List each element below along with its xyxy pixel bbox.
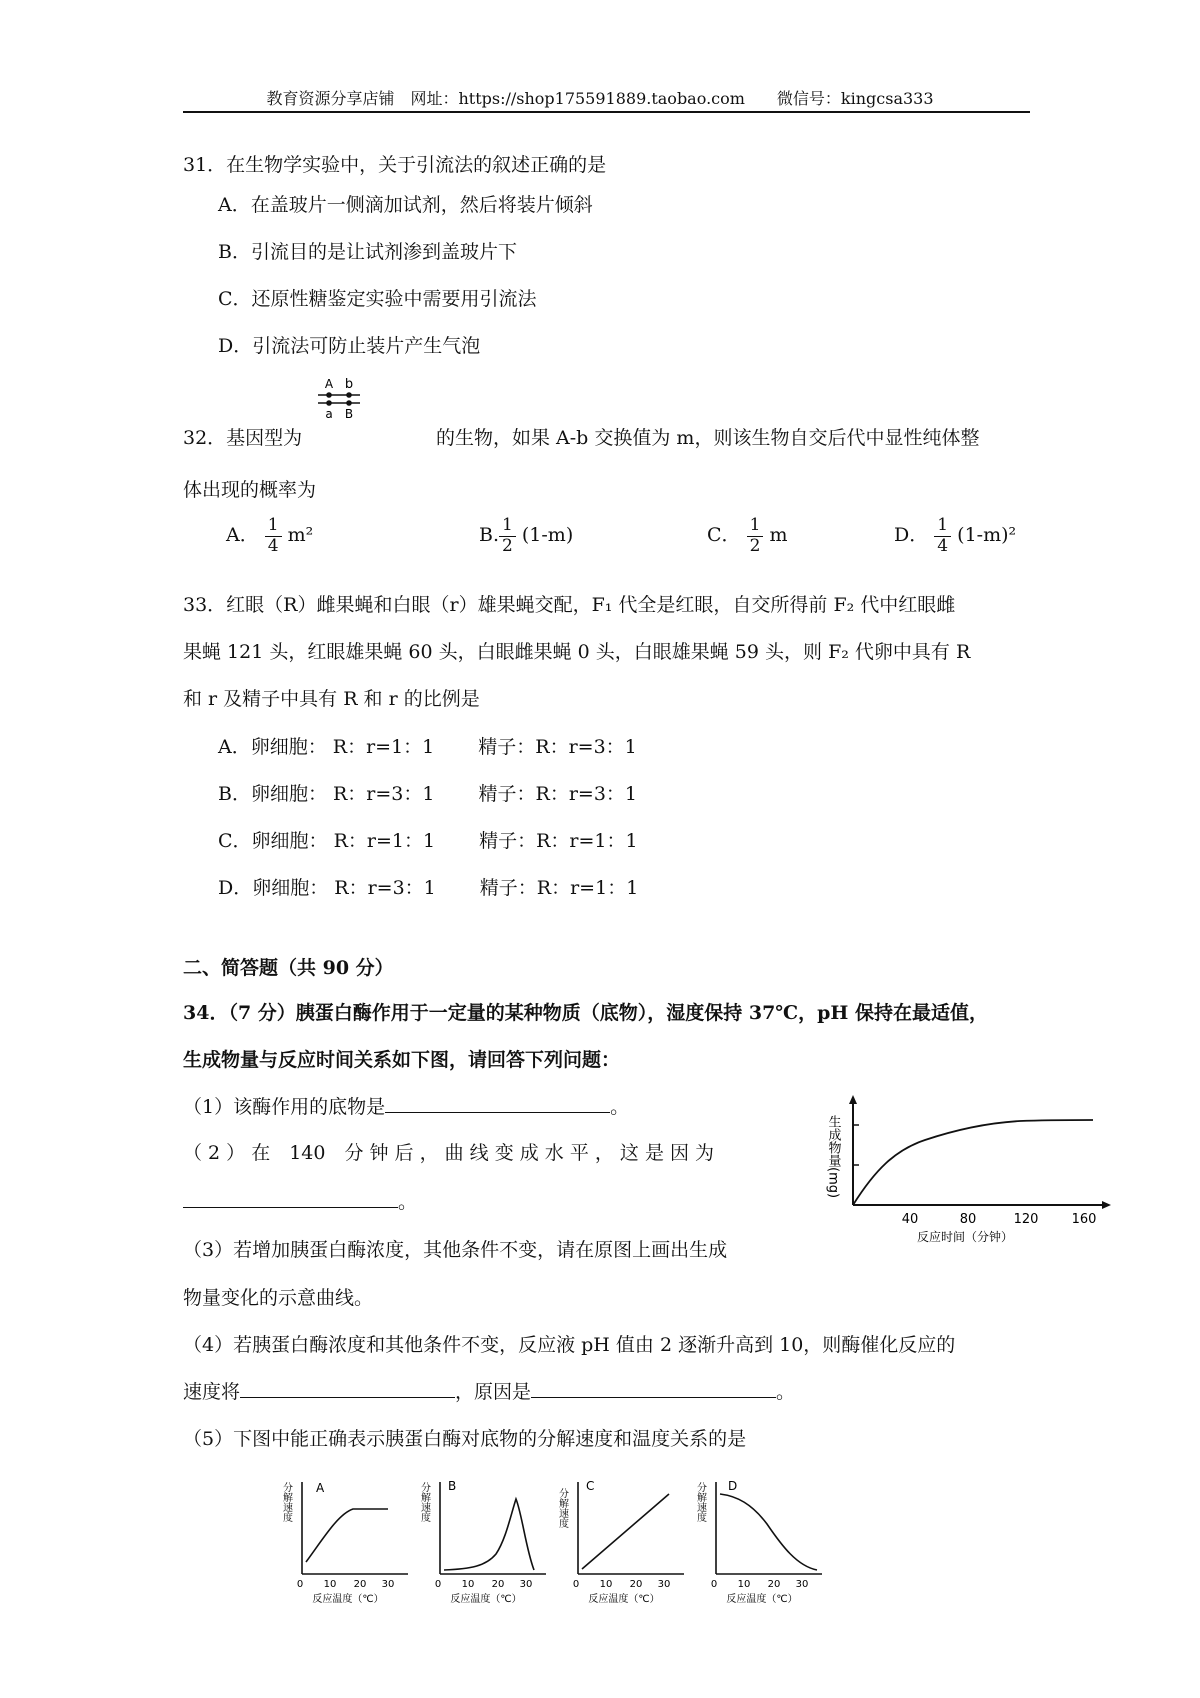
q34-part-4-b: 速度将 ，原因是 。 (183, 1381, 796, 1403)
q34-part-2: （ 2 ） 在 140 分 钟 后 ， 曲 线 变 成 水 平 ， 这 是 因 为 (183, 1142, 715, 1164)
q31-option-b: B．引流目的是让试剂渗到盖玻片下 (218, 241, 517, 263)
q33-option-c: C．卵细胞： R：r=1：1 精子：R：r=1：1 (218, 830, 638, 852)
main-graph-xtick-4: 160 (1071, 1212, 1097, 1227)
graph-d-xtick-0: 0 (710, 1579, 718, 1590)
graph-d-label: D (728, 1479, 738, 1493)
q32-option-a: A． $\frac{1}{4}$ m² (226, 515, 314, 556)
main-graph-xtick-1: 40 (901, 1212, 919, 1227)
q33-option-a: A．卵细胞： R：r=1：1 精子：R：r=3：1 (218, 736, 637, 758)
graph-c-xtick-0: 0 (572, 1579, 580, 1590)
temperature-graphs (278, 1474, 848, 1609)
section-2-title: 二、简答题（共 90 分） (183, 957, 394, 979)
graph-b-label: B (448, 1479, 457, 1493)
graph-c (557, 1479, 685, 1605)
graph-c-ylabel: 分解速度 (556, 1488, 568, 1528)
q32-stem-start: 32．基因型为 (183, 427, 303, 449)
q34-line-1: 34．（7 分）胰蛋白酶作用于一定量的某种物质（底物），湿度保持 37℃，pH 保持在最适值， (183, 1002, 988, 1024)
q31-option-c: C．还原性糖鉴定实验中需要用引流法 (218, 288, 537, 310)
graph-d-xtick-3: 30 (795, 1579, 809, 1590)
q32-option-c: C． $\frac{1}{2}$ m (707, 515, 788, 556)
q34-part-3-b: 物量变化的示意曲线。 (183, 1287, 374, 1309)
q33-line-2: 果蝇 121 头，红眼雄果蝇 60 头，白眼雌果蝇 0 头，白眼雄果蝇 59 头，则 F₂ 代卵中具有 R (183, 641, 971, 663)
graph-a-ylabel: 分解速度 (280, 1482, 292, 1522)
q32-option-b: B. $\frac{1}{2}$ (1-m) (479, 515, 574, 556)
graph-c-xtick-3: 30 (657, 1579, 671, 1590)
q34-part-1: （1）该酶作用的底物是 。 (183, 1096, 630, 1118)
graph-d-xlabel: 反应温度（℃） (726, 1594, 798, 1605)
graph-d-ylabel: 分解速度 (694, 1482, 706, 1522)
q31-stem: 31．在生物学实验中，关于引流法的叙述正确的是 (183, 154, 607, 176)
genotype-bottom-right: B (344, 407, 354, 421)
q33-line-1: 33．红眼（R）雌果蝇和白眼（r）雄果蝇交配，F₁ 代全是红眼，自交所得前 F₂ 代中红眼雌 (183, 594, 956, 616)
graph-a-xtick-1: 10 (323, 1579, 337, 1590)
q34-line-2: 生成物量与反应时间关系如下图，请回答下列问题： (183, 1049, 621, 1071)
page-header: 教育资源分享店铺 网址：https://shop175591889.taobao.com 微信号：kingcsa333 (266, 89, 934, 108)
graph-a-label: A (316, 1481, 325, 1495)
main-graph-xtick-2: 80 (959, 1212, 977, 1227)
graph-a-xlabel: 反应温度（℃） (312, 1594, 384, 1605)
answer-blank-2[interactable] (183, 1207, 398, 1208)
graph-c-xlabel: 反应温度（℃） (588, 1594, 660, 1605)
graph-b-xtick-2: 20 (491, 1579, 505, 1590)
q31-option-a: A．在盖玻片一侧滴加试剂，然后将装片倾斜 (218, 194, 593, 216)
graph-a (281, 1481, 409, 1605)
graph-b-ylabel: 分解速度 (418, 1482, 430, 1522)
q33-option-b: B．卵细胞： R：r=3：1 精子：R：r=3：1 (218, 783, 638, 805)
graph-c-xtick-2: 20 (629, 1579, 643, 1590)
genotype-bottom-left: a (325, 407, 333, 421)
main-graph-ylabel: 生成物量(mg) (825, 1115, 841, 1199)
graph-b-xtick-3: 30 (519, 1579, 533, 1590)
genotype-top-right: b (344, 377, 354, 392)
q32-stem-cont: 体出现的概率为 (183, 479, 317, 501)
graph-b-xtick-0: 0 (434, 1579, 442, 1590)
genotype-diagram (318, 376, 364, 426)
genotype-top-left: A (324, 377, 334, 391)
graph-b (419, 1479, 547, 1605)
q34-part-4-a: （4）若胰蛋白酶浓度和其他条件不变，反应液 pH 值由 2 逐渐升高到 10，则酶催化反应的 (183, 1334, 956, 1356)
product-time-graph (815, 1095, 1115, 1255)
q34-part-2-answer: 。 (183, 1187, 417, 1214)
answer-blank-3[interactable] (240, 1397, 455, 1398)
q32-stem-end: 的生物，如果 A-b 交换值为 m，则该生物自交后代中显性纯体整 (436, 427, 980, 449)
answer-blank-1[interactable] (385, 1112, 610, 1113)
q34-part-3-a: （3）若增加胰蛋白酶浓度，其他条件不变，请在原图上画出生成 (183, 1239, 728, 1261)
q33-line-3: 和 r 及精子中具有 R 和 r 的比例是 (183, 688, 480, 710)
main-graph-xlabel: 反应时间（分钟） (916, 1230, 1014, 1244)
main-graph-xtick-3: 120 (1013, 1212, 1039, 1227)
graph-b-xlabel: 反应温度（℃） (450, 1594, 522, 1605)
graph-c-xtick-1: 10 (599, 1579, 613, 1590)
graph-a-xtick-0: 0 (296, 1579, 304, 1590)
header-rule (183, 111, 1030, 113)
q33-option-d: D．卵细胞： R：r=3：1 精子：R：r=1：1 (218, 877, 639, 899)
graph-d (695, 1479, 823, 1605)
graph-b-xtick-1: 10 (461, 1579, 475, 1590)
graph-a-xtick-3: 30 (381, 1579, 395, 1590)
q31-option-d: D．引流法可防止装片产生气泡 (218, 335, 481, 357)
q32-option-d: D． $\frac{1}{4}$ (1-m)² (894, 515, 1017, 556)
graph-d-xtick-1: 10 (737, 1579, 751, 1590)
graph-c-label: C (586, 1479, 595, 1493)
answer-blank-4[interactable] (531, 1397, 776, 1398)
product-curve (853, 1120, 1093, 1205)
graph-d-xtick-2: 20 (767, 1579, 781, 1590)
q34-part-5: （5）下图中能正确表示胰蛋白酶对底物的分解速度和温度关系的是 (183, 1428, 747, 1450)
graph-a-xtick-2: 20 (353, 1579, 367, 1590)
